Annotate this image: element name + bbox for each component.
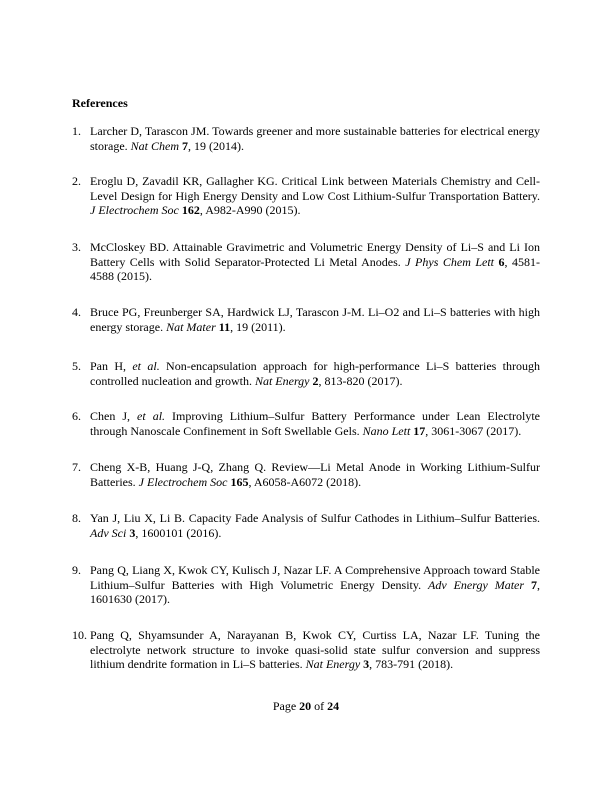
citation-text: McCloskey BD. Attainable Gravimetric and Volumetric Energy Density of Li–S and Li Ion Battery Cells with Solid Separator-Protected Li Metal Anodes. bbox=[90, 240, 540, 269]
citation-text: Pang Q, Shyamsunder A, Narayanan B, Kwok CY, Curtiss LA, Nazar LF. Tuning the electrolyte network structure to invoke quasi-solid state sulfur conversion and suppress lithium dendrite formation in Li–S batteries. bbox=[90, 628, 540, 672]
reference-text bbox=[90, 305, 540, 334]
volume: 17 bbox=[413, 423, 426, 438]
reference-item bbox=[72, 305, 540, 334]
of-label: of bbox=[311, 699, 328, 713]
journal-name: Nano Lett bbox=[362, 423, 411, 438]
authors: Pan H, bbox=[90, 359, 133, 373]
reference-number: 8. bbox=[72, 511, 81, 525]
pages-year: , 1600101 (2016). bbox=[135, 525, 222, 540]
journal-name: Nat Chem bbox=[130, 138, 179, 153]
reference-number: 9. bbox=[72, 563, 81, 577]
reference-text bbox=[90, 124, 540, 153]
citation-text: Yan J, Liu X, Li B. Capacity Fade Analysis of Sulfur Cathodes in Lithium–Sulfur Batteries. bbox=[90, 511, 540, 525]
reference-text bbox=[90, 240, 540, 284]
total-pages: 24 bbox=[327, 699, 340, 713]
journal-name: Nat Energy bbox=[305, 657, 361, 672]
volume: 165 bbox=[230, 474, 249, 489]
journal-name: Adv Energy Mater bbox=[428, 577, 525, 592]
reference-number: 1. bbox=[72, 124, 81, 138]
reference-text bbox=[90, 511, 540, 540]
citation-text: Eroglu D, Zavadil KR, Gallagher KG. Critical Link between Materials Chemistry and Cell-Level Design for High Energy Density and Low Cost Lithium-Sulfur Transportation Battery. bbox=[90, 174, 540, 203]
reference-item bbox=[72, 628, 540, 672]
citation-text: Cheng X-B, Huang J-Q, Zhang Q. Review—Li Metal Anode in Working Lithium-Sulfur Batteries. bbox=[90, 460, 540, 489]
page-label: Page bbox=[272, 699, 300, 713]
pages-year: , A982-A990 (2015). bbox=[199, 203, 301, 218]
pages-year: , A6058-A6072 (2018). bbox=[248, 474, 362, 489]
reference-item bbox=[72, 409, 540, 438]
citation-text: Bruce PG, Freunberger SA, Hardwick LJ, Tarascon J-M. Li–O2 and Li–S batteries with high energy storage. bbox=[90, 305, 540, 334]
reference-text bbox=[90, 460, 540, 489]
volume: 162 bbox=[181, 203, 200, 218]
reference-item bbox=[72, 563, 540, 607]
reference-text bbox=[90, 628, 540, 672]
volume: 3 bbox=[129, 525, 136, 540]
et-al: et al. bbox=[137, 409, 166, 423]
pages-year: , 4581-4588 (2015). bbox=[90, 254, 540, 284]
journal-name: J Electrochem Soc bbox=[138, 474, 228, 489]
volume: 3 bbox=[363, 657, 370, 672]
citation-text: Improving Lithium–Sulfur Battery Performance under Lean Electrolyte through Nanoscale Confinement in Soft Swellable Gels. bbox=[90, 409, 541, 438]
pages-year: , 1601630 (2017). bbox=[90, 577, 540, 607]
reference-text bbox=[90, 174, 540, 218]
reference-number: 7. bbox=[72, 460, 81, 474]
reference-item bbox=[72, 511, 540, 540]
volume: 7 bbox=[182, 138, 188, 153]
reference-item bbox=[72, 460, 540, 489]
citation-text: Pang Q, Liang X, Kwok CY, Kulisch J, Nazar LF. A Comprehensive Approach toward Stable Lithium–Sulfur Batteries with High Volumetric Energy Density. bbox=[90, 563, 540, 592]
pages-year: , 813-820 (2017). bbox=[318, 373, 403, 388]
citation-text: Non-encapsulation approach for high-performance Li–S batteries through controlled nucleation and growth. bbox=[90, 359, 540, 388]
current-page: 20 bbox=[299, 699, 312, 713]
journal-name: Nat Mater bbox=[166, 319, 216, 334]
journal-name: Nat Energy bbox=[254, 373, 310, 388]
reference-number: 6. bbox=[72, 409, 81, 423]
pages-year: , 3061-3067 (2017). bbox=[425, 423, 522, 438]
citation-text: Larcher D, Tarascon JM. Towards greener and more sustainable batteries for electrical energy storage. bbox=[90, 124, 540, 153]
et-al: et al. bbox=[132, 359, 160, 373]
volume: 6 bbox=[498, 254, 505, 269]
volume: 2 bbox=[312, 373, 319, 388]
page-footer bbox=[0, 699, 612, 714]
journal-name: J Electrochem Soc bbox=[90, 203, 179, 218]
pages-year: , 19 (2014). bbox=[188, 138, 244, 153]
volume: 11 bbox=[218, 319, 231, 334]
pages-year: , 783-791 (2018). bbox=[369, 657, 454, 672]
reference-number: 4. bbox=[72, 305, 81, 319]
reference-item bbox=[72, 174, 540, 218]
reference-number: 10. bbox=[72, 628, 87, 642]
journal-name: Adv Sci bbox=[90, 525, 127, 540]
reference-item bbox=[72, 240, 540, 284]
authors: Chen J, bbox=[90, 409, 138, 423]
pages-year: , 19 (2011). bbox=[230, 319, 286, 334]
reference-item bbox=[72, 359, 540, 388]
references-heading: References bbox=[72, 96, 128, 110]
reference-item bbox=[72, 124, 540, 153]
reference-number: 3. bbox=[72, 240, 81, 254]
reference-number: 2. bbox=[72, 174, 81, 188]
reference-text bbox=[90, 409, 540, 438]
journal-name: J Phys Chem Lett bbox=[405, 254, 495, 269]
reference-number: 5. bbox=[72, 359, 81, 373]
reference-text bbox=[90, 563, 540, 607]
reference-text bbox=[90, 359, 540, 388]
volume: 7 bbox=[531, 577, 537, 592]
